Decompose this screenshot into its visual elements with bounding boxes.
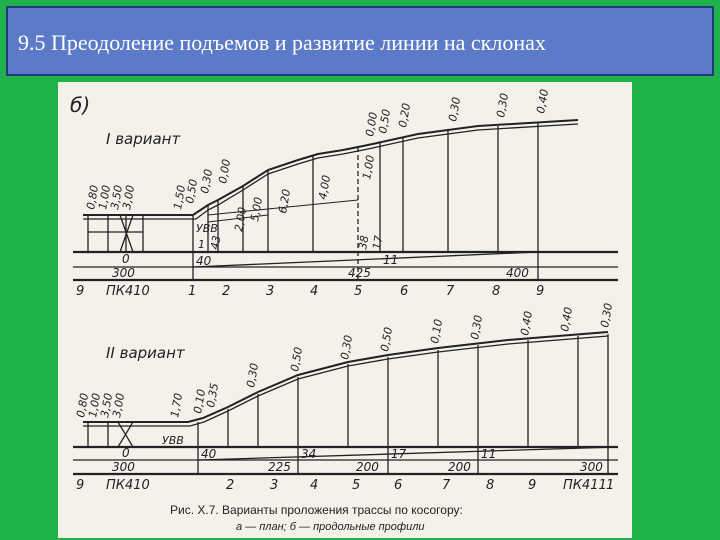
profile-drawing [58, 82, 632, 538]
v1-top-label: 0,00 [363, 111, 381, 138]
v1-distance: 300 [112, 266, 135, 280]
v2-distance: 11 [481, 447, 497, 461]
v1-inner-label: 5,00 [248, 196, 266, 223]
v1-picket: 3 [266, 284, 275, 299]
v1-inner-label: 6,20 [276, 188, 294, 215]
v1-picket: 5 [354, 284, 363, 299]
v2-top-label: 0,80 [74, 392, 92, 419]
v1-distance: 11 [383, 253, 399, 267]
v2-top-label: 0,10 [191, 388, 209, 415]
v2-picket: 8 [486, 478, 495, 493]
v2-distance: 300 [580, 460, 603, 474]
v1-small-label: 38 [356, 234, 372, 251]
v1-uvv-label: УВВ [196, 222, 218, 235]
v2-distance: 17 [391, 447, 407, 461]
v2-picket: 4 [310, 478, 319, 493]
v1-small-label: 17 [370, 234, 386, 251]
v2-top-label: 0,30 [338, 334, 356, 361]
v1-top-label: 0,40 [534, 88, 552, 115]
variant-2-label: II вариант [106, 344, 185, 362]
v2-picket: ПК410 [106, 478, 150, 493]
figure-caption-line1: Рис. X.7. Варианты проложения трассы по косогору: [170, 503, 463, 517]
panel-label: б) [70, 93, 91, 117]
variant-1-label: I вариант [106, 130, 181, 148]
v2-top-label: 0,10 [428, 318, 446, 345]
v1-top-label: 3,00 [120, 184, 138, 211]
v1-picket: 9 [76, 284, 85, 299]
slide-title: 9.5 Преодоление подъемов и развитие линии на склонах [18, 30, 546, 55]
v2-top-label: 0,35 [204, 382, 222, 409]
v2-distance: 200 [448, 460, 471, 474]
v2-uvv-label: УВВ [162, 434, 184, 447]
v1-small-label: 1 [198, 238, 205, 251]
v1-distance: 425 [348, 266, 371, 280]
v2-picket: 9 [76, 478, 85, 493]
v1-picket: 6 [400, 284, 409, 299]
v1-picket: 7 [446, 284, 455, 299]
v2-picket: 7 [442, 478, 451, 493]
profile-figure [58, 82, 632, 538]
v2-top-label: 0,30 [468, 314, 486, 341]
v2-distance: 200 [356, 460, 379, 474]
v2-picket: 1 [606, 478, 615, 493]
figure-caption-line2: а — план; б — продольные профили [236, 521, 425, 533]
v2-picket: 3 [270, 478, 279, 493]
v2-picket: 9 [528, 478, 537, 493]
v2-top-label: 1,70 [168, 392, 186, 419]
v2-distance: 40 [201, 447, 217, 461]
v2-top-label: 0,50 [288, 346, 306, 373]
v1-distance: 400 [506, 266, 529, 280]
v2-picket: 6 [394, 478, 403, 493]
v2-distance: 34 [301, 447, 317, 461]
v1-top-label: 1,00 [96, 184, 114, 211]
v1-picket: 8 [492, 284, 501, 299]
v2-picket: 5 [352, 478, 361, 493]
v1-top-label: 0,30 [446, 96, 464, 123]
v1-top-label: 0,50 [376, 108, 394, 135]
v1-distance: 40 [196, 254, 212, 268]
v1-picket: 1 [188, 284, 197, 299]
v2-top-label: 1,00 [86, 392, 104, 419]
v1-top-label: 1,50 [171, 184, 189, 211]
v2-top-label: 0,40 [518, 310, 536, 337]
v1-picket: ПК410 [106, 284, 150, 299]
v1-small-label: 43 [208, 234, 224, 251]
v1-inner-label: 1,00 [360, 154, 378, 181]
v1-top-label: 0,20 [396, 102, 414, 129]
v1-picket: 9 [536, 284, 545, 299]
v1-top-label: 0,00 [216, 158, 234, 185]
v2-top-label: 3,50 [98, 392, 116, 419]
v2-distance: 300 [112, 460, 135, 474]
v2-top-label: 0,30 [244, 362, 262, 389]
v2-picket: ПК411 [563, 478, 607, 493]
v1-top-label: 0,30 [494, 92, 512, 119]
v2-top-label: 3,00 [110, 392, 128, 419]
v1-inner-label: 4,00 [316, 174, 334, 201]
v2-top-label: 0,50 [378, 326, 396, 353]
v1-top-label: 0,30 [198, 168, 216, 195]
v2-top-label: 0,30 [598, 302, 616, 329]
v1-top-label: 0,50 [183, 178, 201, 205]
v1-top-label: 3,50 [108, 184, 126, 211]
v1-picket: 2 [222, 284, 231, 299]
v1-top-label: 0,80 [84, 184, 102, 211]
v2-top-label: 0,40 [558, 306, 576, 333]
v2-distance: 225 [268, 460, 291, 474]
v1-inner-label: 2,00 [232, 206, 250, 233]
v1-picket: 4 [310, 284, 319, 299]
v2-picket: 2 [226, 478, 235, 493]
slide-title-box [6, 6, 714, 76]
v1-distance: 0 [122, 252, 130, 266]
v2-distance: 0 [122, 446, 130, 460]
